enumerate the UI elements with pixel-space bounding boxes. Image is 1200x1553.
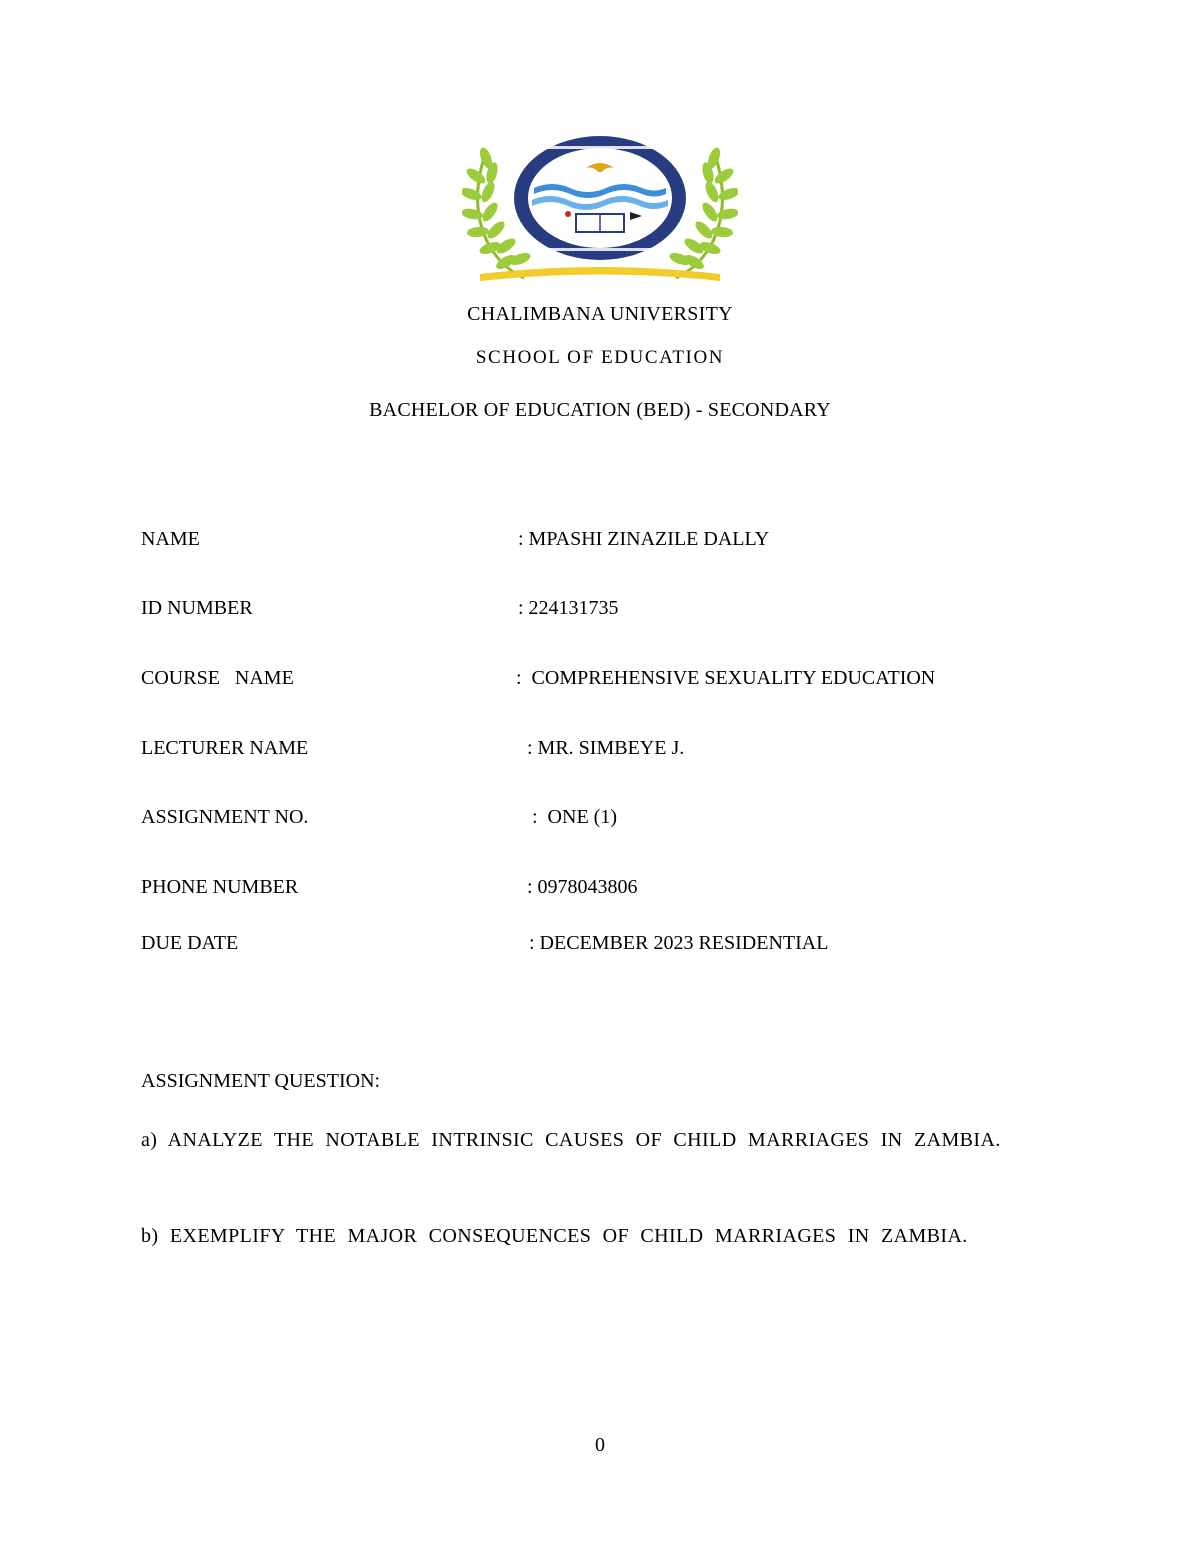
field-value-phone-number: : 0978043806 bbox=[527, 876, 638, 898]
field-label-lecturer-name: LECTURER NAME bbox=[141, 737, 309, 759]
assignment-question-heading: ASSIGNMENT QUESTION: bbox=[141, 1070, 381, 1092]
field-label-phone-number: PHONE NUMBER bbox=[141, 876, 299, 898]
school-name: SCHOOL OF EDUCATION bbox=[475, 347, 725, 368]
field-value-name: : MPASHI ZINAZILE DALLY bbox=[518, 528, 770, 550]
university-crest-icon bbox=[462, 128, 738, 286]
field-label-course-name: COURSE NAME bbox=[141, 667, 294, 689]
field-value-due-date: : DECEMBER 2023 RESIDENTIAL bbox=[529, 932, 829, 954]
university-logo bbox=[462, 128, 738, 286]
field-value-course-name: : COMPREHENSIVE SEXUALITY EDUCATION bbox=[516, 667, 936, 689]
question-a: a) ANALYZE THE NOTABLE INTRINSIC CAUSES OF CHILD MARRIAGES IN ZAMBIA. bbox=[141, 1129, 1001, 1151]
field-value-assignment-no: : ONE (1) bbox=[532, 806, 617, 828]
field-label-due-date: DUE DATE bbox=[141, 932, 239, 954]
field-label-id-number: ID NUMBER bbox=[141, 597, 253, 619]
field-label-name: NAME bbox=[141, 528, 200, 550]
question-b: b) EXEMPLIFY THE MAJOR CONSEQUENCES OF CHILD MARRIAGES IN ZAMBIA. bbox=[141, 1225, 968, 1247]
field-label-assignment-no: ASSIGNMENT NO. bbox=[141, 806, 309, 828]
field-value-lecturer-name: : MR. SIMBEYE J. bbox=[527, 737, 685, 759]
university-name: CHALIMBANA UNIVERSITY bbox=[467, 303, 733, 325]
degree-title: BACHELOR OF EDUCATION (BED) - SECONDARY bbox=[369, 399, 831, 421]
page-number: 0 bbox=[595, 1434, 605, 1456]
field-value-id-number: : 224131735 bbox=[518, 597, 619, 619]
